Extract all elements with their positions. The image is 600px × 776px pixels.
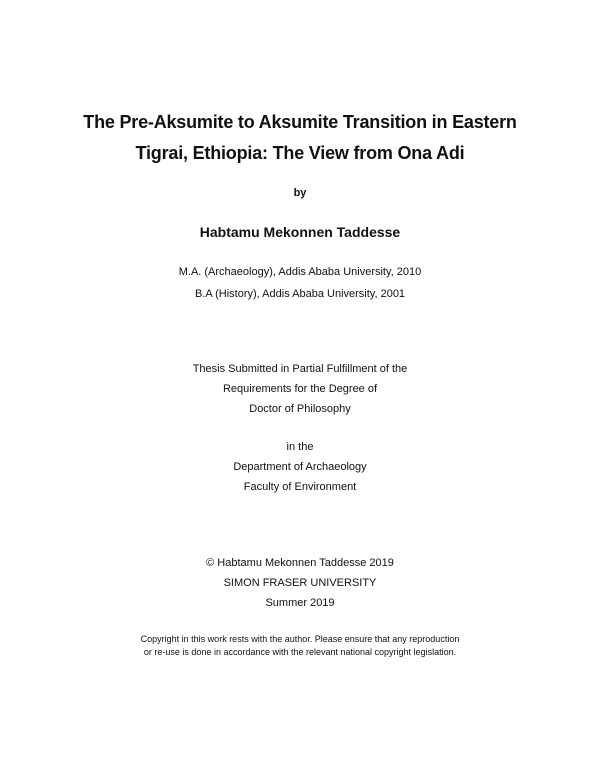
degree-ma: M.A. (Archaeology), Addis Ababa University, 2010 — [178, 266, 422, 278]
term-year: Summer 2019 — [265, 597, 335, 609]
thesis-title-line-1: The Pre-Aksumite to Aksumite Transition in Eastern — [83, 112, 517, 132]
submission-line-1: Thesis Submitted in Partial Fulfillment of the — [192, 363, 408, 375]
thesis-title-line-2: Tigrai, Ethiopia: The View from Ona Adi — [135, 143, 465, 163]
degree-ba: B.A (History), Addis Ababa University, 2001 — [194, 288, 406, 300]
submission-line-3: Doctor of Philosophy — [249, 403, 351, 415]
department-line-1: in the — [286, 441, 314, 453]
copyright-holder: © Habtamu Mekonnen Taddesse 2019 — [206, 557, 394, 569]
submission-line-2: Requirements for the Degree of — [222, 383, 378, 395]
department-line-3: Faculty of Environment — [243, 481, 357, 493]
by-label: by — [293, 187, 307, 199]
copyright-notice-line-1: Copyright in this work rests with the author. Please ensure that any reproduction — [140, 634, 460, 644]
copyright-notice-line-2: or re-use is done in accordance with the relevant national copyright legislation. — [143, 647, 457, 657]
department-line-2: Department of Archaeology — [233, 461, 367, 473]
university-name: SIMON FRASER UNIVERSITY — [223, 577, 377, 589]
author-name: Habtamu Mekonnen Taddesse — [199, 224, 401, 240]
